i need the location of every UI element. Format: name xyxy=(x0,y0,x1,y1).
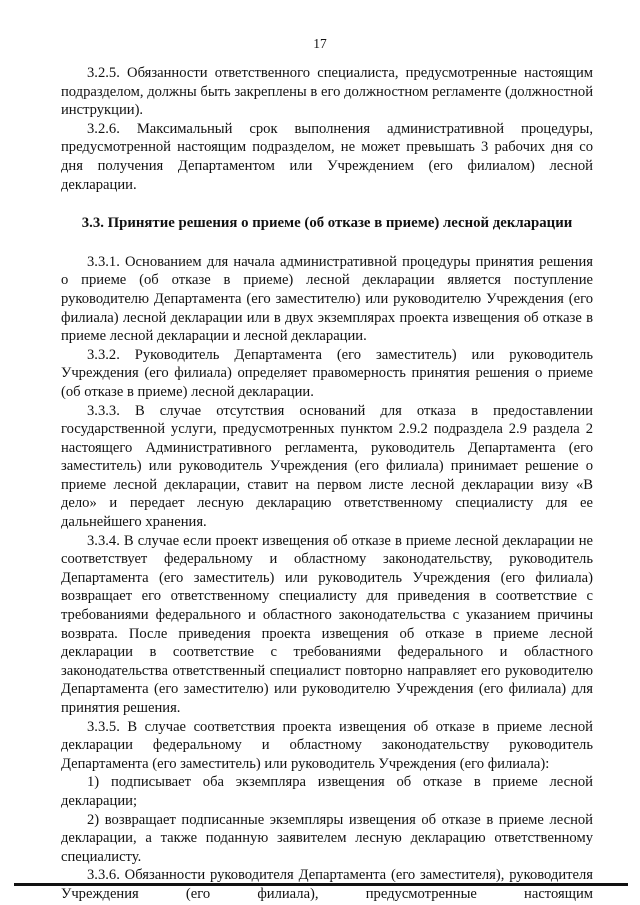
page-number: 17 xyxy=(313,36,327,51)
paragraph-3-3-2: 3.3.2. Руководитель Департамента (его заместитель) или руководитель Учреждения (его филиала) определяет правомерность принятия решения о приеме (об отказе в приеме) лесной декларации. xyxy=(61,346,593,400)
paragraph-3-3-3: 3.3.3. В случае отсутствия оснований для отказа в предоставлении государственной услуги, предусмотренных пунктом 2.9.2 подраздела 2.9 раздела 2 настоящего Административного регламента, руководитель Департамента (его заместитель) или руководитель Учреждения (его филиала) принимает решение о приеме лесной декларации, ставит на первом листе лесной декларации визу «В дело» и передает лесную декларацию ответственному специалисту для ее дальнейшего хранения. xyxy=(61,402,593,531)
list-item-1: 1) подписывает оба экземпляра извещения об отказе в приеме лесной декларации; xyxy=(61,774,593,809)
paragraph-3-3-4: 3.3.4. В случае если проект извещения об отказе в приеме лесной декларации не соответствует федеральному и областному законодательству, руководитель Департамента (его заместитель) или руководитель Учреждения (его филиала) возвращает его ответственному специалисту для приведения в соответствие с требованиями федерального и областного законодательства с указанием причины возврата. После приведения проекта извещения об отказе в приеме лесной декларации в соответствие с требованиями федерального и областного законодательства ответственный специалист повторно направляет его руководителю Департамента (его заместителю) или руководителю Учреждения (его филиала) для принятия решения. xyxy=(61,532,593,716)
document-body xyxy=(61,64,593,904)
list-item-2: 2) возвращает подписанные экземпляры извещения об отказе в приеме лесной декларации, а также поданную заявителем лесную декларацию ответственному специалисту. xyxy=(61,811,593,865)
section-heading: 3.3. Принятие решения о приеме (об отказе в приеме) лесной декларации xyxy=(81,215,573,232)
paragraph-3-3-1: 3.3.1. Основанием для начала административной процедуры принятия решения о приеме (об отказе в приеме) лесной декларации является поступление руководителю Департамента (его заместителю) или руководителю Учреждения (его филиала) лесной декларации или в двух экземплярах проекта извещения об отказе в приеме лесной декларации и лесной декларации. xyxy=(61,253,593,345)
paragraph-3-3-6: 3.3.6. Обязанности руководителя Департамента (его заместителя), руководителя Учреждения (его филиала), предусмотренные настоящим xyxy=(61,867,593,902)
paragraph-3-3-5: 3.3.5. В случае соответствия проекта извещения об отказе в приеме лесной декларации федеральному и областному законодательству руководитель Департамента (его заместитель) или руководитель Учреждения (его филиала): xyxy=(61,718,593,772)
paragraph-3-2-6: 3.2.6. Максимальный срок выполнения административной процедуры, предусмотренной настоящим подразделом, не может превышать 3 рабочих дня со дня получения Департаментом или Учреждением (его филиалом) лесной декларации. xyxy=(61,120,593,193)
paragraph-3-2-5: 3.2.5. Обязанности ответственного специалиста, предусмотренные настоящим подразделом, должны быть закреплены в его должностном регламенте (должностной инструкции). xyxy=(61,65,593,119)
scan-edge-line xyxy=(14,883,628,886)
